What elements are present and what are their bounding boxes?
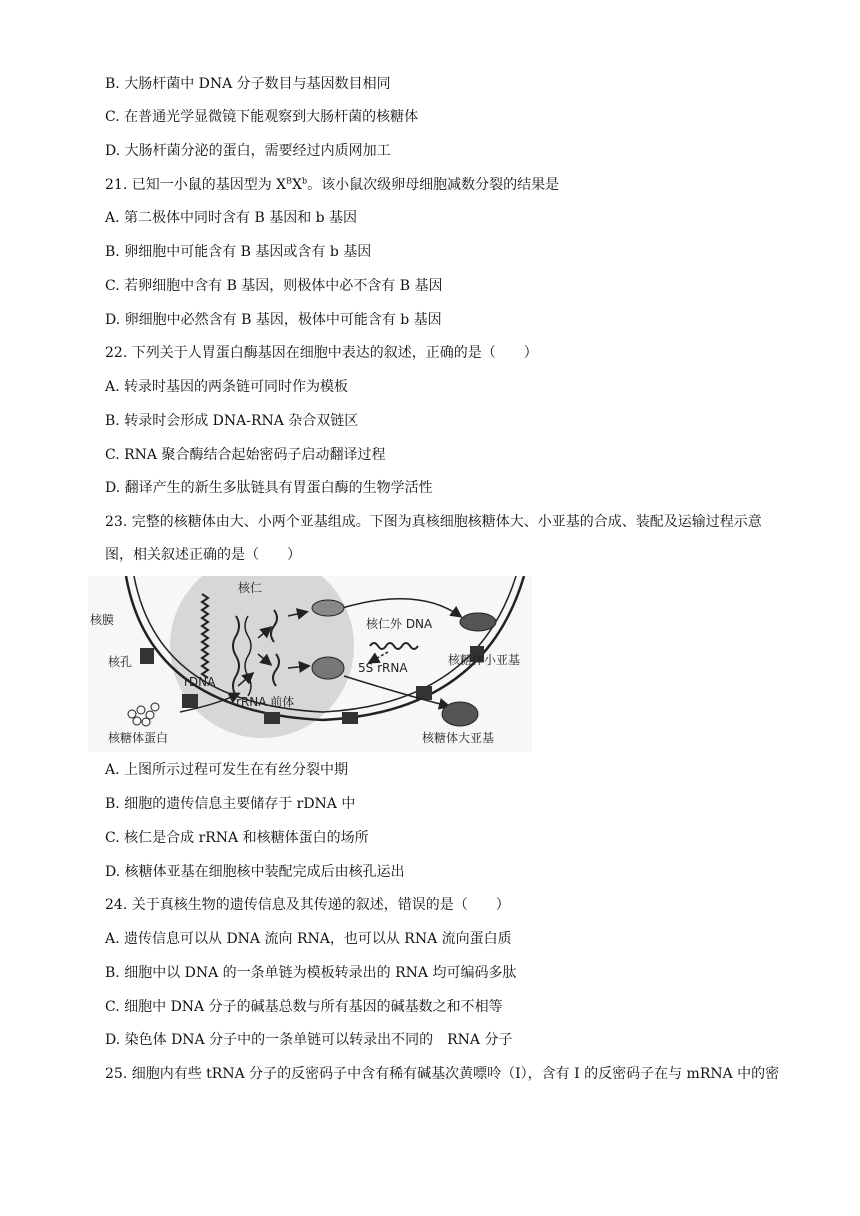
option-24d: D. 染色体 DNA 分子中的一条单链可以转录出不同的 RNA 分子 — [105, 1032, 513, 1048]
label-nuclear-pore: 核孔 — [108, 655, 133, 669]
small-subunit-icon — [460, 613, 496, 631]
question-21 — [105, 175, 559, 195]
question-25: 25. 细胞内有些 tRNA 分子的反密码子中含有稀有碱基次黄嘌呤（I），含有 I 的反密码子在与 mRNA 中的密 — [105, 1066, 780, 1082]
option-20c: C. 在普通光学显微镜下能观察到大肠杆菌的核糖体 — [105, 109, 419, 125]
large-subunit-icon — [442, 702, 478, 726]
nuclear-pore-icon — [182, 694, 198, 708]
option-22c: C. RNA 聚合酶结合起始密码子启动翻译过程 — [105, 447, 386, 463]
label-nuclear-membrane: 核膜 — [90, 613, 115, 627]
question-23: 23. 完整的核糖体由大、小两个亚基组成。下图为真核细胞核糖体大、小亚基的合成、装配及运输过程示意 — [105, 514, 762, 530]
label-nucleolus: 核仁 — [238, 581, 263, 595]
q21-prefix: 21. 已知一小鼠的基因型为 X — [105, 177, 287, 193]
option-21c: C. 若卵细胞中含有 B 基因，则极体中必不含有 B 基因 — [105, 278, 443, 294]
option-21d: D. 卵细胞中必然含有 B 基因，极体中可能含有 b 基因 — [105, 312, 442, 328]
label-small-subunit: 核糖体小亚基 — [448, 653, 521, 667]
option-21a: A. 第二极体中同时含有 B 基因和 b 基因 — [105, 210, 358, 226]
option-24b: B. 细胞中以 DNA 的一条单链为模板转录出的 RNA 均可编码多肽 — [105, 965, 517, 981]
option-23d: D. 核糖体亚基在细胞核中装配完成后由核孔运出 — [105, 864, 405, 880]
large-subunit-precursor-icon — [312, 657, 344, 679]
question-22: 22. 下列关于人胃蛋白酶基因在细胞中表达的叙述，正确的是（ ） — [105, 345, 538, 361]
question-24: 24. 关于真核生物的遗传信息及其传递的叙述，错误的是（ ） — [105, 897, 510, 913]
small-subunit-precursor-icon — [312, 600, 344, 616]
nuclear-pore-icon — [140, 648, 154, 664]
option-21b: B. 卵细胞中可能含有 B 基因或含有 b 基因 — [105, 244, 372, 260]
label-extra-nucleolar-dna: 核仁外 DNA — [366, 617, 433, 631]
nuclear-pore-icon — [342, 712, 358, 724]
nuclear-pore-icon — [264, 712, 280, 724]
label-5s-rrna: 5S rRNA — [358, 661, 408, 675]
q21-suffix: 。该小鼠次级卵母细胞减数分裂的结果是 — [307, 177, 560, 193]
label-rrna-precursor: rRNA 前体 — [236, 695, 295, 709]
ribosome-assembly-figure — [88, 576, 532, 752]
question-23-cont: 图，相关叙述正确的是（ ） — [105, 547, 301, 563]
option-20b: B. 大肠杆菌中 DNA 分子数目与基因数目相同 — [105, 76, 391, 92]
label-rdna: rDNA — [184, 675, 216, 689]
option-20d: D. 大肠杆菌分泌的蛋白，需要经过内质网加工 — [105, 143, 391, 159]
q21-sup-1: B — [286, 176, 293, 186]
option-23a: A. 上图所示过程可发生在有丝分裂中期 — [105, 762, 349, 778]
option-23c: C. 核仁是合成 rRNA 和核糖体蛋白的场所 — [105, 830, 369, 846]
option-23b: B. 细胞的遗传信息主要储存于 rDNA 中 — [105, 796, 356, 812]
option-24c: C. 细胞中 DNA 分子的碱基总数与所有基因的碱基数之和不相等 — [105, 999, 503, 1015]
q21-mid: X — [292, 177, 302, 193]
option-22b: B. 转录时会形成 DNA-RNA 杂合双链区 — [105, 413, 359, 429]
label-large-subunit: 核糖体大亚基 — [422, 731, 495, 745]
q21-sup-2: b — [302, 176, 308, 186]
label-ribosomal-protein: 核糖体蛋白 — [108, 731, 169, 745]
option-22d: D. 翻译产生的新生多肽链具有胃蛋白酶的生物学活性 — [105, 480, 433, 496]
option-24a: A. 遗传信息可以从 DNA 流向 RNA，也可以从 RNA 流向蛋白质 — [105, 931, 512, 947]
option-22a: A. 转录时基因的两条链可同时作为模板 — [105, 379, 349, 395]
